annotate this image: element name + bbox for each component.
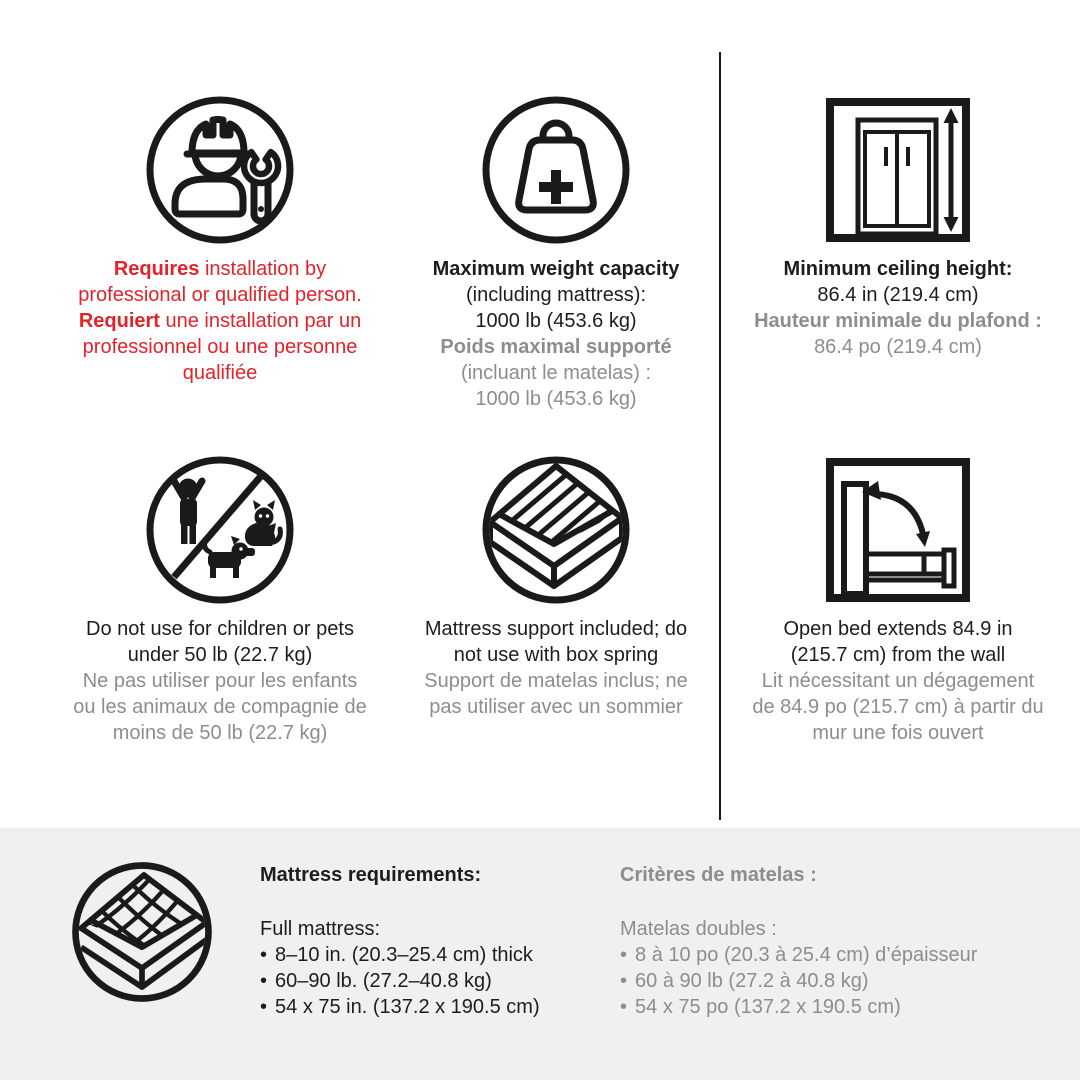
text-line: Support de matelas inclus; ne <box>424 670 688 692</box>
band-subtitle-fr: Matelas doubles : <box>620 918 777 940</box>
band-item: • 8–10 in. (20.3–25.4 cm) thick <box>260 944 533 966</box>
ceiling-height-icon <box>726 90 1070 250</box>
text-line: Minimum ceiling height: <box>783 258 1013 280</box>
band-item: • 54 x 75 in. (137.2 x 190.5 cm) <box>260 996 540 1018</box>
text-line: Poids maximal supporté <box>440 336 672 358</box>
text-line: 86.4 po (219.4 cm) <box>814 336 982 358</box>
text-line: under 50 lb (22.7 kg) <box>127 644 313 666</box>
text-line: mur une fois ouvert <box>812 722 984 744</box>
card-open-bed <box>726 450 1070 746</box>
band-item: • 54 x 75 po (137.2 x 190.5 cm) <box>620 996 901 1018</box>
band-subtitle-en: Full mattress: <box>260 918 381 940</box>
card-weight-capacity <box>406 90 706 412</box>
text-line: not use with box spring <box>453 644 659 666</box>
card-installation <box>40 90 400 386</box>
text-line: pas utiliser avec un sommier <box>429 696 683 718</box>
mattress-icon <box>66 856 218 1008</box>
weight-icon <box>406 90 706 250</box>
text-line: 86.4 in (219.4 cm) <box>817 284 979 306</box>
text-line: qualifiée <box>182 362 258 384</box>
column-divider <box>719 52 721 820</box>
text-line: de 84.9 po (215.7 cm) à partir du <box>752 696 1044 718</box>
text-line: Do not use for children or pets <box>86 618 354 640</box>
installer-icon <box>40 90 400 250</box>
text-line: (215.7 cm) from the wall <box>790 644 1006 666</box>
text-line: Requires installation by <box>113 258 327 280</box>
card-ceiling-height <box>726 90 1070 360</box>
text-line: ou les animaux de compagnie de <box>73 696 367 718</box>
band-item: • 60 à 90 lb (27.2 à 40.8 kg) <box>620 970 869 992</box>
text-line: 1000 lb (453.6 kg) <box>475 310 637 332</box>
text-line: moins de 50 lb (22.7 kg) <box>112 722 328 744</box>
open-bed-icon <box>726 450 1070 610</box>
text-line: professional or qualified person. <box>78 284 362 306</box>
text-line: Requiert une installation par un <box>78 310 362 332</box>
text-line: Mattress support included; do <box>424 618 688 640</box>
band-item: • 8 à 10 po (20.3 à 25.4 cm) d’épaisseur <box>620 944 978 966</box>
mattress-requirements-band <box>0 828 1080 1080</box>
band-title-fr: Critères de matelas : <box>620 864 817 886</box>
card-no-children-pets <box>40 450 400 746</box>
text-line: Maximum weight capacity <box>432 258 680 280</box>
text-line: (including mattress): <box>465 284 647 306</box>
text-line: (incluant le matelas) : <box>460 362 652 384</box>
text-line: Hauteur minimale du plafond : <box>754 310 1042 332</box>
no-children-pets-icon <box>40 450 400 610</box>
band-item: • 60–90 lb. (27.2–40.8 kg) <box>260 970 492 992</box>
text-line: Open bed extends 84.9 in <box>783 618 1013 640</box>
mattress-support-icon <box>406 450 706 610</box>
mattress-requirements-fr <box>620 862 977 1020</box>
text-line: professionnel ou une personne <box>82 336 358 358</box>
text-line: Lit nécessitant un dégagement <box>761 670 1035 692</box>
mattress-requirements-en <box>260 862 540 1020</box>
card-mattress-support <box>406 450 706 720</box>
text-line: Ne pas utiliser pour les enfants <box>82 670 358 692</box>
text-line: 1000 lb (453.6 kg) <box>475 388 637 410</box>
band-title-en: Mattress requirements: <box>260 864 482 886</box>
